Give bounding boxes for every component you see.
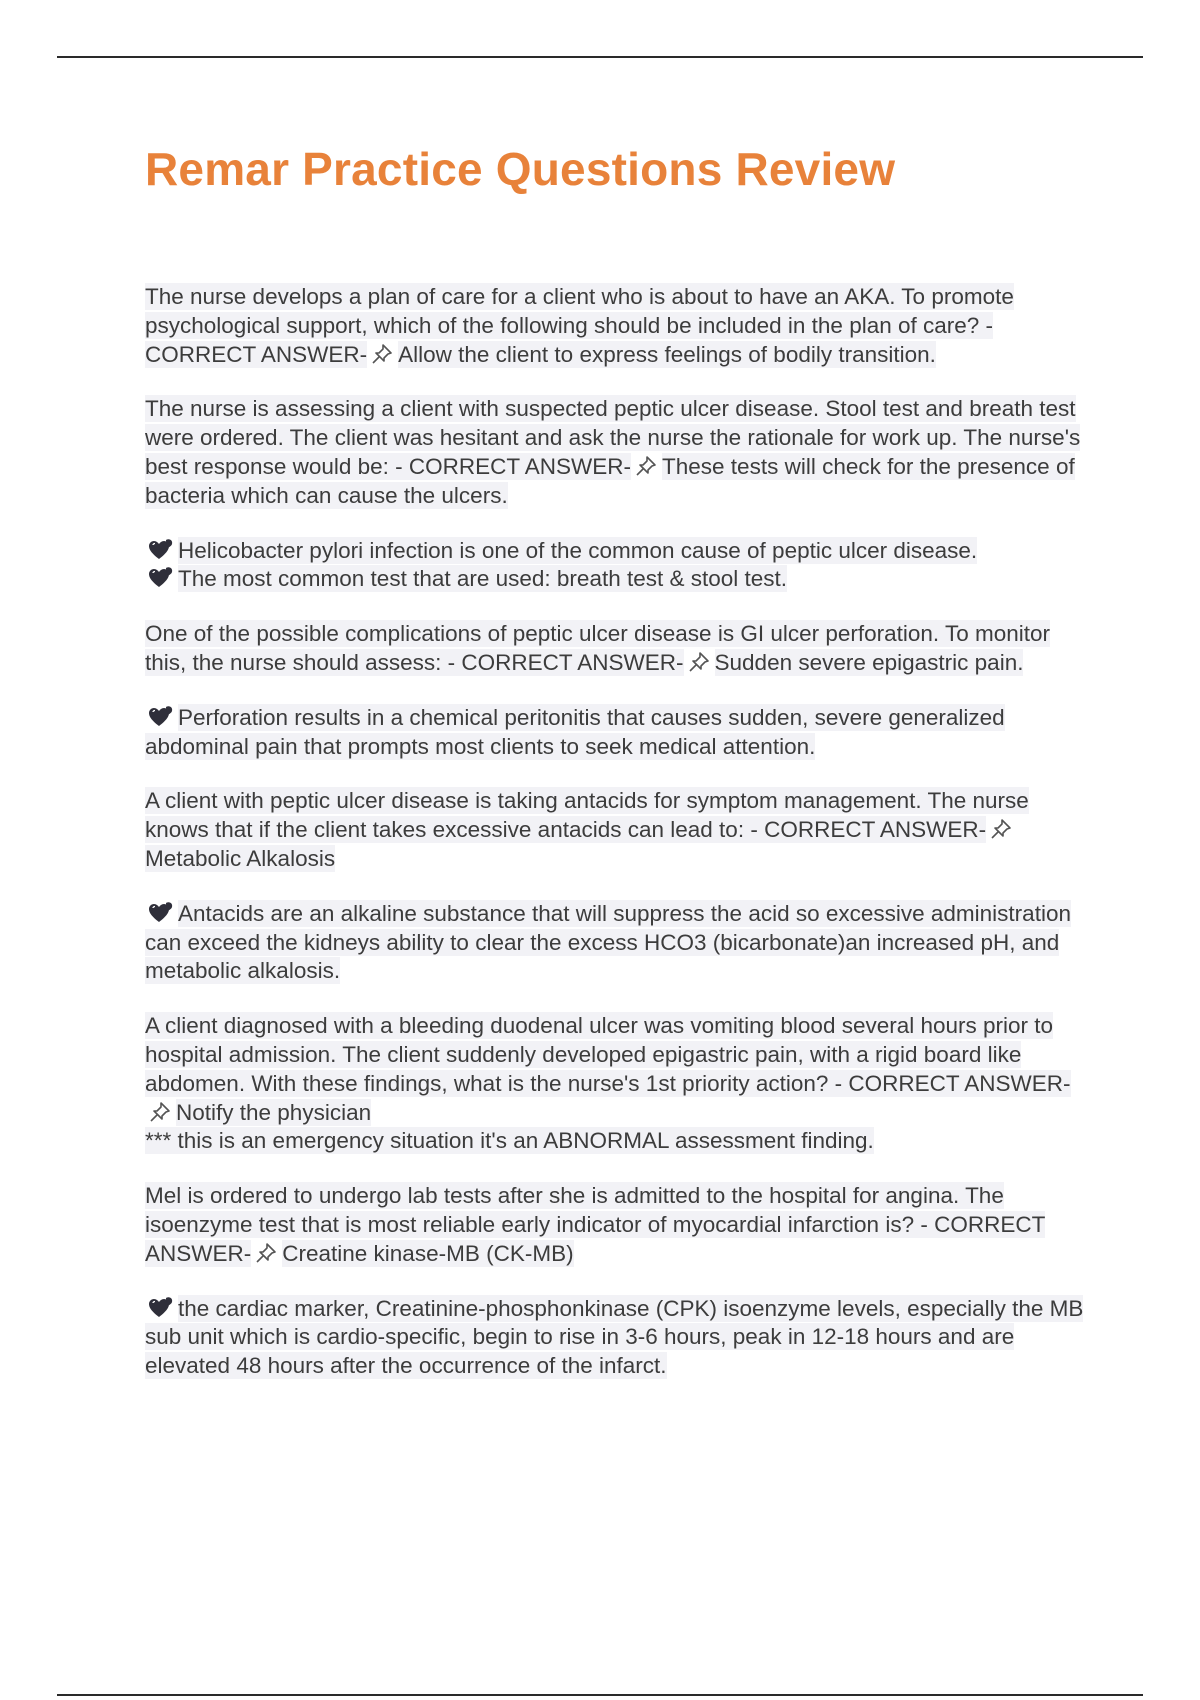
note-line — [145, 1295, 1090, 1381]
qa-item — [145, 620, 1090, 678]
pushpin-icon — [147, 1100, 173, 1124]
question-text: The nurse is assessing a client with suspected peptic ulcer disease. Stool test and breath test were ordered. The client was hesitant and ask the nurse the rationale for work up. The nurse's best response would be: - CORRECT ANSWER- — [145, 396, 1081, 479]
note-text: Antacids are an alkaline substance that will suppress the acid so excessive administration can exceed the kidneys ability to clear the excess HCO3 (bicarbonate)an increased pH, and metabolic alkalosis. — [145, 900, 1071, 984]
pushpin-icon — [988, 817, 1014, 841]
note-line — [145, 900, 1090, 986]
pushpin-icon — [369, 342, 395, 366]
answer-text: Creatine kinase-MB (CK-MB) — [282, 1240, 574, 1266]
answer-text: Sudden severe epigastric pain. — [714, 649, 1024, 675]
answer-text: Allow the client to express feelings of bodily transition. — [398, 341, 936, 367]
qa-item — [145, 283, 1090, 369]
question-text: Mel is ordered to undergo lab tests after she is admitted to the hospital for angina. The isoenzyme test that is most reliable early indicator of myocardial infarction is? - CORRECT ANSWER- — [145, 1183, 1046, 1266]
rationale-note — [145, 900, 1090, 986]
note-line — [145, 704, 1090, 762]
qa-item — [145, 1182, 1090, 1268]
note-line — [145, 565, 1090, 594]
page-title: Remar Practice Questions Review — [145, 143, 896, 195]
answer-text: Metabolic Alkalosis — [145, 845, 336, 871]
heart-icon — [147, 705, 175, 729]
question-text: A client diagnosed with a bleeding duodenal ulcer was vomiting blood several hours prior to hospital admission. The client suddenly developed epigastric pain, with a rigid board like abdomen. With these findings, what is the nurse's 1st priority action? - CORRECT ANSWER- — [145, 1013, 1071, 1096]
answer-text: These tests will check for the presence of bacteria which can cause the ulcers. — [145, 453, 1075, 508]
qa-item — [145, 395, 1090, 510]
heart-icon — [147, 1296, 175, 1320]
pushpin-icon — [686, 650, 712, 674]
answer-text: Notify the physician — [176, 1099, 372, 1125]
qa-item — [145, 1012, 1090, 1156]
pushpin-icon — [253, 1241, 279, 1265]
question-text: The nurse develops a plan of care for a client who is about to have an AKA. To promote psychological support, which of the following should be included in the plan of care? - CORRECT ANSWER- — [145, 284, 1014, 367]
heart-icon — [147, 901, 175, 925]
note-text: The most common test that are used: breath test & stool test. — [178, 566, 788, 592]
heart-icon — [147, 538, 175, 562]
qa-item — [145, 787, 1090, 873]
note-text: the cardiac marker, Creatinine-phosphonkinase (CPK) isoenzyme levels, especially the MB sub unit which is cardio-specific, begin to rise in 3-6 hours, peak in 12-18 hours and are elevated 48 hours after the occurrence of the infarct. — [145, 1295, 1084, 1379]
note-text: Helicobacter pylori infection is one of the common cause of peptic ulcer disease. — [178, 537, 978, 563]
note-line — [145, 537, 1090, 566]
rationale-note — [145, 537, 1090, 595]
answer-note: *** this is an emergency situation it's an ABNORMAL assessment finding. — [145, 1128, 874, 1154]
question-text: A client with peptic ulcer disease is taking antacids for symptom management. The nurse knows that if the client takes excessive antacids can lead to: - CORRECT ANSWER- — [145, 788, 1029, 843]
question-text: One of the possible complications of peptic ulcer disease is GI ulcer perforation. To monitor this, the nurse should assess: - CORRECT ANSWER- — [145, 621, 1051, 675]
note-text: Perforation results in a chemical peritonitis that causes sudden, severe generalized abdominal pain that prompts most clients to seek medical attention. — [145, 704, 1005, 759]
rationale-note — [145, 704, 1090, 762]
pushpin-icon — [633, 454, 659, 478]
bottom-rule — [57, 1694, 1143, 1696]
document-body — [145, 283, 1090, 1407]
heart-icon — [147, 566, 175, 590]
top-rule — [57, 56, 1143, 58]
rationale-note — [145, 1295, 1090, 1381]
